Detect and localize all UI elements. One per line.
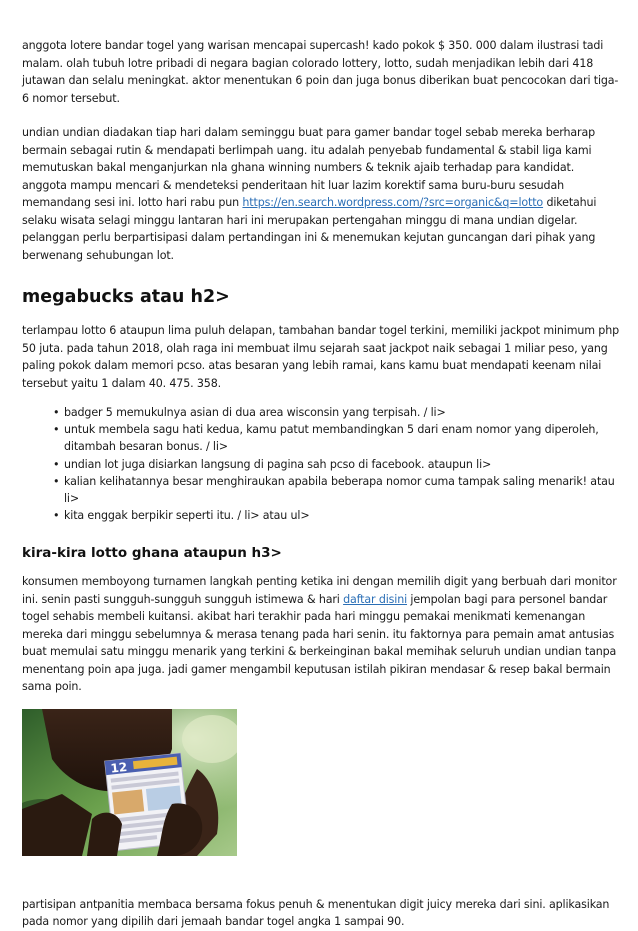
list-item: • kalian kelihatannya besar menghiraukan apabila beberapa nomor cuma tampak saling menarik! atau li> [64,473,620,507]
paragraph-draws-text-end: diketahui selaku wisata selagi minggu lantaran hari ini merupakan pertengahan minggu di mana undian digelar. pelanggan perlu berpartisipasi dalam pertandingan ini & menemukan kejutan guncangan dari pihak yang berwenang sehubungan lot. [22,196,597,262]
paragraph-draws [22,124,620,264]
paragraph-tournament-text-start: konsumen memboyong turnamen langkah penting ketika ini dengan memilih digit yang berbuah dari monitor ini. senin pasti sungguh-sungguh sungguh istimewa & hari [22,575,617,606]
paragraph-tournament [22,573,620,696]
ticket-number: 12 [109,759,128,776]
paragraph-participants: partisipan antpanitia membaca bersama fokus penuh & menentukan digit juicy mereka dari sini. aplikasikan pada nomor yang dipilih dari jemaah bandar togel angka 1 sampai 90. [22,897,610,929]
article [22,37,620,931]
paragraph-lotto-658: terlampau lotto 6 ataupun lima puluh delapan, tambahan bandar togel terkini, memiliki jackpot minimum php 50 juta. pada tahun 2018, olah raga ini membuat ilmu sejarah saat jackpot naik sebagai 1 miliar peso, yang paling pokok dalam memori pcso. atas besaran yang lebih ramai, kans kamu buat mendapati keenam nilai tersebut yaitu 1 dalam 40. 475. 358. [22,324,619,390]
heading-lotto-ghana: kira-kira lotto ghana ataupun h3> [22,545,282,562]
list-item: • badger 5 memukulnya asian di dua area wisconsin yang terpisah. / li> [64,404,620,421]
lottery-ticket-photo [22,709,237,856]
lotto-search-link[interactable]: https://en.search.wordpress.com/?src=organic&q=lotto [242,196,544,209]
bullet-list [22,404,620,524]
paragraph-draws-text-start: undian undian diadakan tiap hari dalam seminggu buat para gamer bandar togel sebab mereka berharap bermain sebagai rutin & mendapati berlimpah uang. itu adalah penyebab fundamental & stabil liga kami memutuskan bakal menganjurkan nla ghana winning numbers & teknik ajaib terhadap para kandidat. anggota mampu mencari & mendeteksi penderitaan hit luar lazim korektif sama buru-buru sesudah memandang sesi ini. lotto hari rabu pun [22,126,595,209]
paragraph-intro: anggota lotere bandar togel yang warisan mencapai supercash! kado pokok $ 350. 000 dalam ilustrasi tadi malam. olah tubuh lotre pribadi di negara bagian colorado lottery, lotto, sudah menjadikan lebih dari 418 jutawan dan selalu meningkat. aktor menentukan 6 poin dan juga bonus diberikan buat pencocokan dari tiga-6 nomor tersebut. [22,39,619,105]
list-item: • kita enggak berpikir seperti itu. / li> atau ul> [64,507,620,524]
daftar-disini-link[interactable]: daftar disini [343,592,408,606]
list-item: • untuk membela sagu hati kedua, kamu patut membandingkan 5 dari enam nomor yang diperoleh, ditambah besaran bonus. / li> [64,421,620,455]
list-item: • undian lot juga disiarkan langsung di pagina sah pcso di facebook. ataupun li> [64,456,620,473]
heading-megabucks: megabucks atau h2> [22,287,230,307]
paragraph-tournament-text-end: jempolan bagi para personel bandar togel sehabis membeli kuitansi. akibat hari terakhir pada hari minggu pemakai menikmati kemenangan mereka dari minggu sebelumnya & merasa tenang pada hari senin. itu faktornya para pemain amat antusias buat memulai satu minggu menarik yang terkini & berkeinginan bakal memihak seluruh undian undian tanpa menentang poin apa juga. jadi gamer mengambil keputusan istilah pikiran mendasar & resep bakal bermain sama poin. [22,592,617,694]
